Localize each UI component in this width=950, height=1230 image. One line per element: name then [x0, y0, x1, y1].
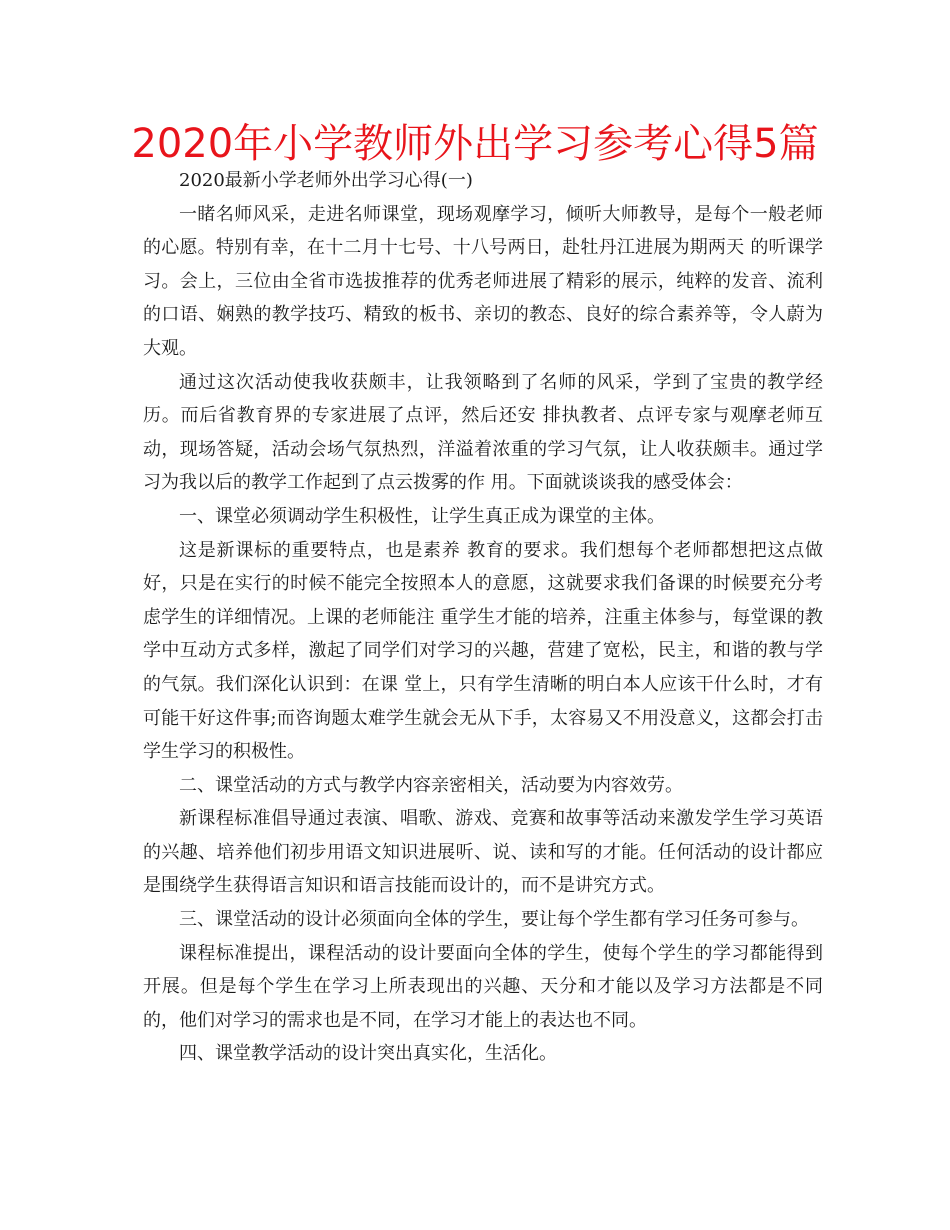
section-heading: 二、课堂活动的方式与教学内容亲密相关，活动要为内容效劳。	[179, 774, 683, 796]
paragraph: 这是新课标的重要特点，也是素养 教育的要求。我们想每个老师都想把这点做好，只是在实行的时候不能完全按照本人的意愿，这就要求我们备课的时候要充分考虑学生的详细情况。上课的老师能注 重学生才能的培养，注重主体参与，每堂课的教学中互动方式多样，激起了同学们对学习的兴趣，营建了宽松，民主，和谐的教与学的气氛。我们深化认识到：在课 堂上，只有学生清晰的明白本人应该干什么时，才有可能干好这件事;而咨询题太难学生就会无从下手，太容易又不用没意义，这都会打击学生学习的积极性。	[143, 539, 823, 763]
paragraph: 2020最新小学老师外出学习心得(一)	[179, 170, 473, 191]
document-body	[143, 164, 823, 1071]
paragraph: 一睹名师风采，走进名师课堂，现场观摩学习，倾听大师教导，是每个一般老师的心愿。特别有幸，在十二月十七号、十八号两日，赴牡丹江进展为期两天 的听课学习。会上，三位由全省市选拔推荐的优秀老师进展了精彩的展示，纯粹的发音、流利的口语、娴熟的教学技巧、精致的板书、亲切的教态、良好的综合素养等，令人蔚为大观。	[143, 203, 823, 359]
paragraph: 通过这次活动使我收获颇丰，让我领略到了名师的风采，学到了宝贵的教学经历。而后省教育界的专家进展了点评，然后还安 排执教者、点评专家与观摩老师互动，现场答疑，活动会场气氛热烈，洋溢着浓重的学习气氛，让人收获颇丰。通过学习为我以后的教学工作起到了点云拨雾的作 用。下面就谈谈我的感受体会：	[143, 371, 823, 494]
paragraph: 课程标准提出，课程活动的设计要面向全体的学生，使每个学生的学习都能得到开展。但是每个学生在学习上所表现出的兴趣、天分和才能以及学习方法都是不同的，他们对学习的需求也是不同，在学习才能上的表达也不同。	[143, 942, 823, 1031]
section-heading: 三、课堂活动的设计必须面向全体的学生，要让每个学生都有学习任务可参与。	[179, 909, 809, 931]
section-heading: 四、课堂教学活动的设计突出真实化，生活化。	[179, 1043, 557, 1065]
section-heading: 一、课堂必须调动学生积极性，让学生真正成为课堂的主体。	[179, 505, 665, 527]
paragraph: 新课程标准倡导通过表演、唱歌、游戏、竞赛和故事等活动来激发学生学习英语的兴趣、培养他们初步用语文知识进展听、说、读和写的才能。任何活动的设计都应是围绕学生获得语言知识和语言技能而设计的，而不是讲究方式。	[143, 808, 823, 897]
document-title: 2020年小学教师外出学习参考心得5篇	[131, 121, 819, 167]
